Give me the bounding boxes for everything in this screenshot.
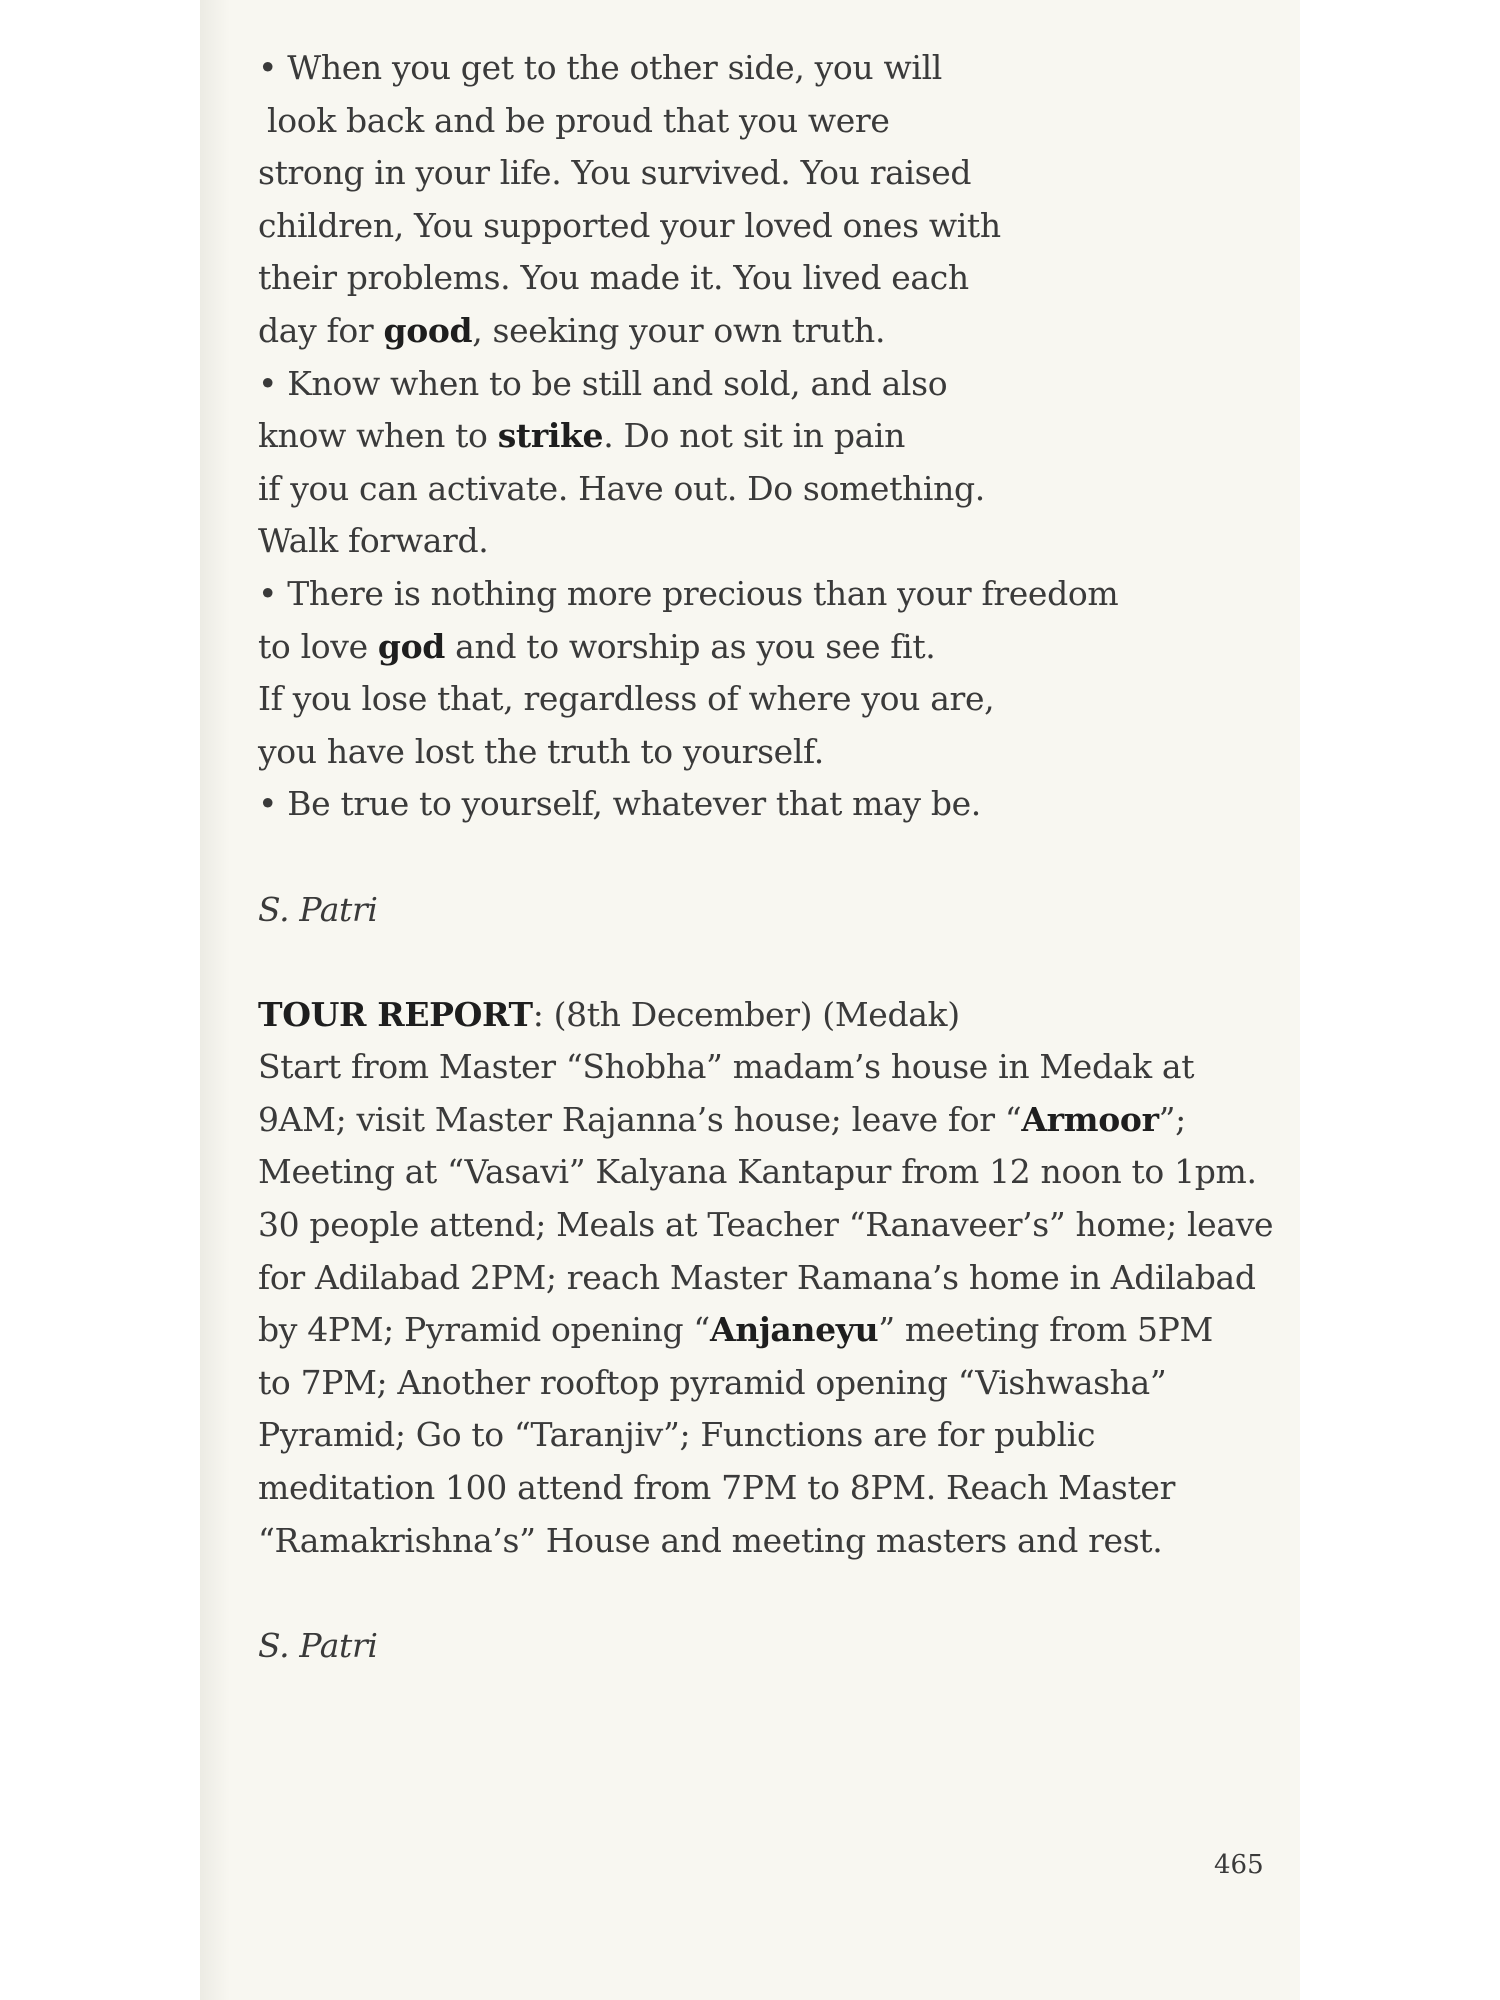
bold-word: Armoor: [1021, 1099, 1159, 1139]
text-line: • Be true to yourself, whatever that may be.: [258, 784, 981, 824]
text-line: for Adilabad 2PM; reach Master Ramana’s home in Adilabad: [258, 1257, 1256, 1297]
text-line: know when to strike. Do not sit in pain: [258, 416, 906, 456]
bullet-item-4: [258, 778, 1278, 831]
text-line: Start from Master “Shobha” madam’s house in Medak at: [258, 1047, 1195, 1087]
text-line: strong in your life. You survived. You raised: [258, 153, 972, 193]
bold-word: Anjaneyu: [709, 1310, 879, 1350]
text-line: • Know when to be still and sold, and also: [258, 363, 948, 403]
book-page: [200, 0, 1300, 2000]
text-line: meditation 100 attend from 7PM to 8PM. Reach Master: [258, 1468, 1176, 1508]
text-line: you have lost the truth to yourself.: [258, 731, 824, 771]
text-line: day for good, seeking your own truth.: [258, 310, 886, 350]
page-body: [258, 42, 1278, 1672]
text-line: 30 people attend; Meals at Teacher “Ranaveer’s” home; leave: [258, 1205, 1274, 1245]
bold-word: strike: [497, 416, 604, 456]
text-line: If you lose that, regardless of where you are,: [258, 679, 995, 719]
text-line: to love god and to worship as you see fit.: [258, 626, 936, 666]
text-line: 9AM; visit Master Rajanna’s house; leave for “Armoor”;: [258, 1099, 1186, 1139]
bold-word: good: [383, 310, 473, 350]
text-line: • When you get to the other side, you will: [258, 48, 942, 87]
text-line: “Ramakrishna’s” House and meeting masters and rest.: [258, 1520, 1163, 1560]
tour-report-heading: TOUR REPORT: (8th December) (Medak): [258, 994, 960, 1034]
bold-word: god: [377, 626, 446, 666]
signature: S. Patri: [258, 889, 378, 929]
signature: S. Patri: [258, 1625, 378, 1665]
tour-report: [258, 989, 1278, 1568]
bullet-item-2: [258, 358, 1278, 568]
text-line: look back and be proud that you were: [267, 100, 890, 140]
text-line: by 4PM; Pyramid opening “Anjaneyu” meeting from 5PM: [258, 1310, 1213, 1350]
text-line: to 7PM; Another rooftop pyramid opening “Vishwasha”: [258, 1362, 1167, 1402]
text-line: if you can activate. Have out. Do something.: [258, 468, 985, 508]
text-line: Pyramid; Go to “Taranjiv”; Functions are for public: [258, 1415, 1096, 1455]
text-line: Meeting at “Vasavi” Kalyana Kantapur from 12 noon to 1pm.: [258, 1152, 1257, 1192]
bullet-item-1: [258, 42, 1278, 358]
text-line: Walk forward.: [258, 521, 489, 561]
text-line: • There is nothing more precious than your freedom: [258, 573, 1119, 613]
heading-bold: TOUR REPORT: [258, 994, 533, 1034]
page-number: 465: [1214, 1850, 1264, 1880]
text-line: their problems. You made it. You lived each: [258, 258, 969, 298]
bullet-item-3: [258, 568, 1278, 778]
text-line: children, You supported your loved ones with: [258, 205, 1001, 245]
gutter-shadow: [200, 0, 230, 2000]
